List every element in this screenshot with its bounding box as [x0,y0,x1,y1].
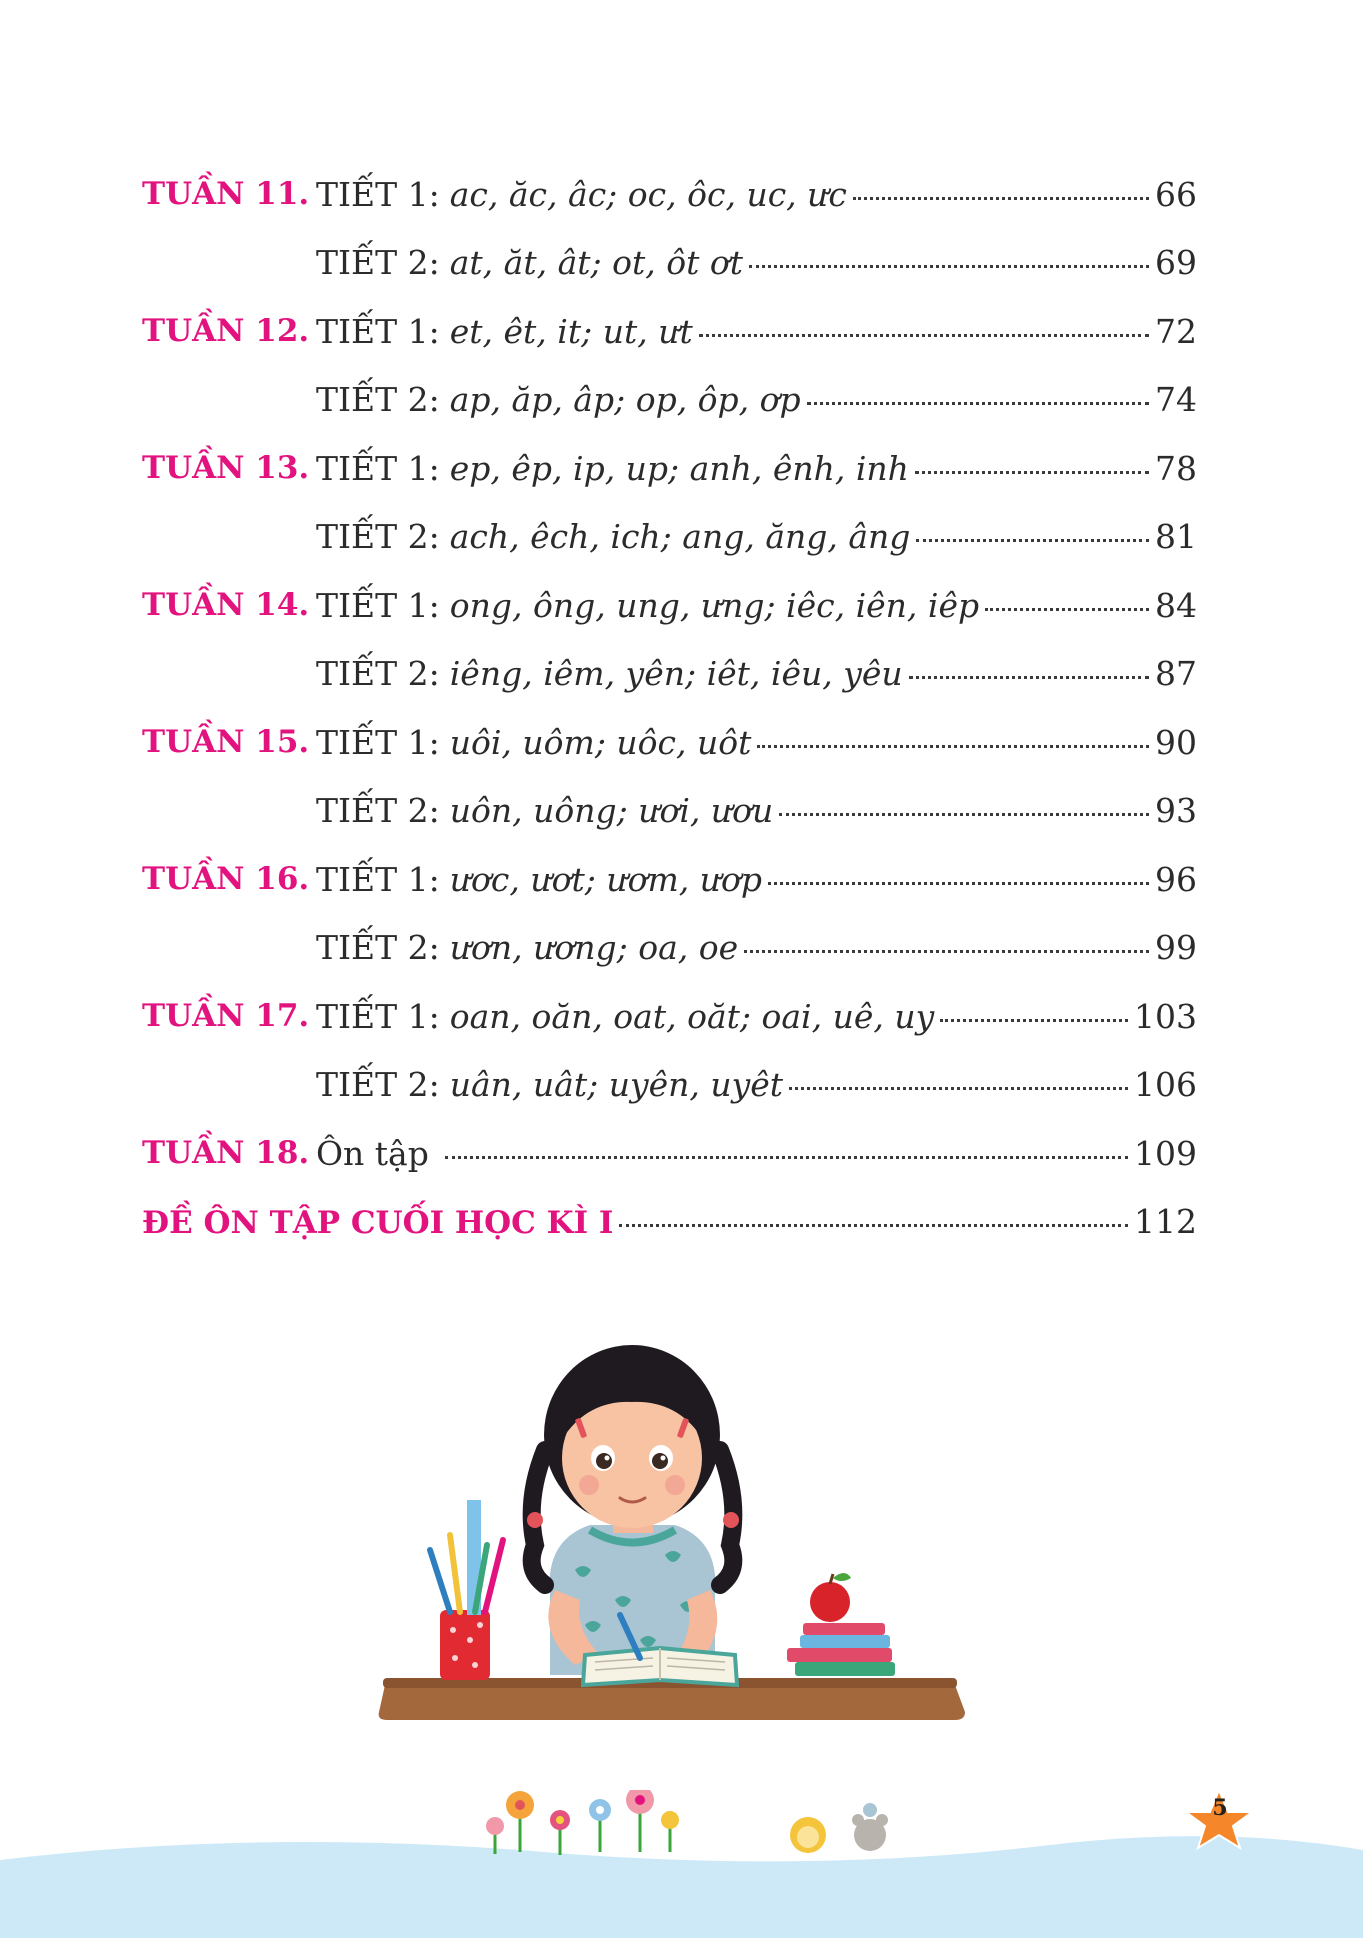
lesson-label: TIẾT 1: [316,996,440,1036]
page-ref: 69 [1155,243,1197,283]
lesson-label: TIẾT 1: [316,859,440,899]
lesson-sounds: ac, ăc, âc; oc, ôc, uc, ưc [449,174,847,214]
lesson-label: TIẾT 2: [316,654,440,694]
toc-row-11[interactable] [142,845,1197,914]
toc-row-14[interactable] [142,1051,1197,1120]
final-review-title: ĐỀ ÔN TẬP CUỐI HỌC KÌ I [142,1205,614,1242]
page-ref: 78 [1155,448,1197,488]
toc-row-13[interactable] [142,982,1197,1051]
page-number: 5 [1212,1795,1228,1821]
toc-row-15[interactable] [142,1119,1197,1188]
lesson-sounds: at, ăt, ât; ot, ôt ơt [449,243,743,283]
week-label: TUẦN 18. [142,1135,310,1172]
lesson-label: TIẾT 2: [316,791,440,831]
dot-leader [768,882,1149,885]
dot-leader [789,1087,1128,1090]
lesson-sounds: oan, oăn, oat, oăt; oai, uê, uy [449,996,935,1036]
lesson-label: TIẾT 1: [316,311,440,351]
toc-row-5[interactable] [142,434,1197,503]
page-ref: 106 [1134,1065,1197,1105]
toc-row-7[interactable] [142,571,1197,640]
lesson-sounds: uân, uât; uyên, uyêt [449,1065,784,1105]
page-ref: 99 [1155,928,1197,968]
lesson-label: TIẾT 1: [316,174,440,214]
toc-row-2[interactable] [142,229,1197,298]
girl-studying-illustration [375,1340,965,1730]
toc-row-10[interactable] [142,777,1197,846]
lesson-label: TIẾT 2: [316,928,440,968]
page-ref: 74 [1155,380,1197,420]
lesson-sounds: ươc, ươt; ươm, ươp [449,859,762,899]
page-ref: 103 [1134,996,1197,1036]
dot-leader [916,539,1149,542]
dot-leader [985,608,1149,611]
lesson-label: TIẾT 1: [316,585,440,625]
dot-leader [779,813,1149,816]
dot-leader [940,1019,1128,1022]
flower-decoration [486,1790,679,1855]
dot-leader [445,1156,1128,1159]
page-ref: 66 [1155,174,1197,214]
lesson-label: TIẾT 2: [316,380,440,420]
lesson-sounds: uôi, uôm; uôc, uôt [449,722,752,762]
toc-row-8[interactable] [142,640,1197,709]
page-ref: 87 [1155,654,1197,694]
lesson-sounds: ong, ông, ung, ưng; iêc, iên, iêp [449,585,980,625]
page-ref: 112 [1134,1202,1197,1242]
toc-row-4[interactable] [142,366,1197,435]
page-ref: 72 [1155,311,1197,351]
dot-leader [757,745,1149,748]
toc-row-9[interactable] [142,708,1197,777]
page-ref: 93 [1155,791,1197,831]
page-ref: 109 [1134,1133,1197,1173]
week-label: TUẦN 11. [142,176,310,213]
toc-row-1[interactable] [142,160,1197,229]
toc-row-final-review[interactable] [142,1188,1197,1257]
page-ref: 96 [1155,859,1197,899]
week-label: TUẦN 16. [142,861,310,898]
table-of-contents [142,160,1197,1256]
lesson-label: TIẾT 2: [316,517,440,557]
lesson-sounds: ươn, ương; oa, oe [449,928,739,968]
page-ref: 84 [1155,585,1197,625]
dot-leader [909,676,1149,679]
page-ref: 90 [1155,722,1197,762]
bear-toy-icon [852,1803,888,1851]
toc-row-3[interactable] [142,297,1197,366]
dot-leader [749,265,1149,268]
lesson-sounds: ach, êch, ich; ang, ăng, âng [449,517,911,557]
dot-leader [853,197,1149,200]
week-label: TUẦN 17. [142,998,310,1035]
dot-leader [915,471,1149,474]
lesson-sounds: et, êt, it; ut, ưt [449,311,693,351]
lion-toy-icon [790,1817,826,1853]
lesson-label: TIẾT 2: [316,1065,440,1105]
lesson-label: Ôn tập [316,1133,429,1173]
dot-leader [807,402,1149,405]
lesson-sounds: iêng, iêm, yên; iêt, iêu, yêu [449,654,903,694]
lesson-sounds: uôn, uông; ươi, ươu [449,791,774,831]
week-label: TUẦN 13. [142,450,310,487]
lesson-label: TIẾT 1: [316,722,440,762]
toc-row-6[interactable] [142,503,1197,572]
ground-wave-decoration [0,1790,1363,1938]
page-ref: 81 [1155,517,1197,557]
dot-leader [699,334,1149,337]
lesson-sounds: ap, ăp, âp; op, ôp, ơp [449,380,801,420]
week-label: TUẦN 14. [142,587,310,624]
dot-leader [744,950,1149,953]
lesson-sounds: ep, êp, ip, up; anh, ênh, inh [449,448,909,488]
week-label: TUẦN 15. [142,724,310,761]
week-label: TUẦN 12. [142,313,310,350]
dot-leader [619,1224,1128,1227]
toc-row-12[interactable] [142,914,1197,983]
lesson-label: TIẾT 2: [316,243,440,283]
lesson-label: TIẾT 1: [316,448,440,488]
